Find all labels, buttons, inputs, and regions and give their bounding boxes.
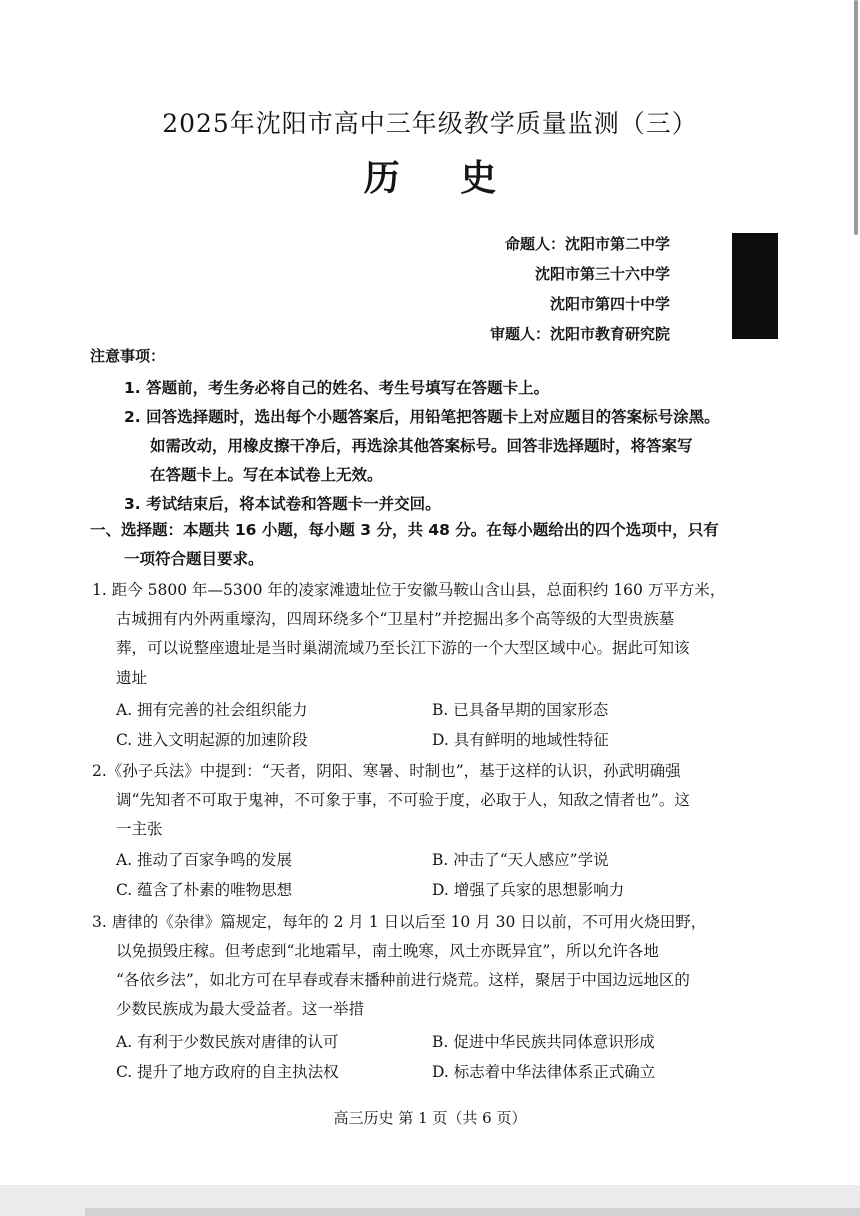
note-item-3: 3. 考试结束后，将本试卷和答题卡一并交回。 bbox=[124, 495, 441, 513]
option-a: A. 有利于少数民族对唐律的认可 bbox=[116, 1033, 339, 1051]
author-block bbox=[490, 232, 670, 352]
question-text: 3. 唐律的《杂律》篇规定，每年的 2 月 1 日以后至 10 月 30 日以前，不可用火烧田野， bbox=[92, 913, 707, 931]
option-d: D. 标志着中华法律体系正式确立 bbox=[432, 1063, 656, 1081]
reviewer-line: 审题人：沈阳市教育研究院 bbox=[489, 325, 670, 343]
option-b: B. 已具备早期的国家形态 bbox=[432, 701, 609, 719]
subject-title: 历 史 bbox=[363, 157, 521, 199]
section-heading-cont: 一项符合题目要求。 bbox=[124, 550, 264, 568]
question-text: 葬，可以说整座遗址是当时巢湖流域乃至长江下游的一个大型区域中心。据此可知该 bbox=[116, 639, 690, 657]
viewer-bottom-bar bbox=[0, 1185, 860, 1216]
question-text: 一主张 bbox=[116, 820, 163, 838]
option-d: D. 具有鲜明的地域性特征 bbox=[432, 731, 609, 749]
option-a: A. 推动了百家争鸣的发展 bbox=[116, 851, 293, 869]
question-text: 1. 距今 5800 年—5300 年的凌家滩遗址位于安徽马鞍山含山县，总面积约 160 万平方米， bbox=[92, 581, 726, 599]
option-d: D. 增强了兵家的思想影响力 bbox=[432, 881, 625, 899]
question-text: 遗址 bbox=[116, 669, 148, 687]
note-item-2-line-2: 如需改动，用橡皮擦干净后，再选涂其他答案标号。回答非选择题时，将答案写 bbox=[150, 437, 693, 455]
next-page-edge bbox=[85, 1208, 860, 1216]
note-item-2-line-1: 2. 回答选择题时，选出每个小题答案后，用铅笔把答题卡上对应题目的答案标号涂黑。 bbox=[124, 408, 720, 426]
page-footer: 高三历史 第 1 页（共 6 页） bbox=[333, 1109, 527, 1127]
notes-heading: 注意事项： bbox=[90, 347, 166, 365]
option-b: B. 冲击了“天人感应”学说 bbox=[432, 851, 609, 869]
question-text: 少数民族成为最大受益者。这一举措 bbox=[116, 1000, 365, 1018]
question-text: 以免损毁庄稼。但考虑到“北地霜早，南土晚寒，风土亦既异宜”，所以允许各地 bbox=[116, 942, 659, 960]
author-line: 沈阳市第四十中学 bbox=[549, 295, 670, 313]
question-text: 调“先知者不可取于鬼神，不可象于事，不可验于度，必取于人，知敌之情者也”。这 bbox=[116, 791, 690, 809]
section-heading: 一、选择题：本题共 16 小题，每小题 3 分，共 48 分。在每小题给出的四个选项中，只有 bbox=[90, 521, 719, 539]
question-text: 2.《孙子兵法》中提到：“天者，阴阳、寒暑、时制也”，基于这样的认识，孙武明确强 bbox=[92, 762, 681, 780]
question-text: “各依乡法”，如北方可在早春或春末播种前进行烧荒。这样，聚居于中国边远地区的 bbox=[116, 971, 690, 989]
author-line: 命题人：沈阳市第二中学 bbox=[504, 235, 670, 253]
option-b: B. 促进中华民族共同体意识形成 bbox=[432, 1033, 655, 1051]
note-item-2-line-3: 在答题卡上。写在本试卷上无效。 bbox=[150, 466, 383, 484]
option-c: C. 提升了地方政府的自主执法权 bbox=[116, 1063, 339, 1081]
redaction-block bbox=[732, 233, 778, 339]
option-c: C. 蕴含了朴素的唯物思想 bbox=[116, 881, 293, 899]
question-text: 古城拥有内外两重壕沟，四周环绕多个“卫星村”并挖掘出多个高等级的大型贵族墓 bbox=[116, 610, 675, 628]
note-item-1: 1. 答题前，考生务必将自己的姓名、考生号填写在答题卡上。 bbox=[124, 379, 550, 397]
exam-title: 2025年沈阳市高中三年级教学质量监测（三） bbox=[162, 109, 698, 138]
author-line: 沈阳市第三十六中学 bbox=[534, 265, 670, 283]
option-c: C. 进入文明起源的加速阶段 bbox=[116, 731, 308, 749]
option-a: A. 拥有完善的社会组织能力 bbox=[116, 701, 308, 719]
